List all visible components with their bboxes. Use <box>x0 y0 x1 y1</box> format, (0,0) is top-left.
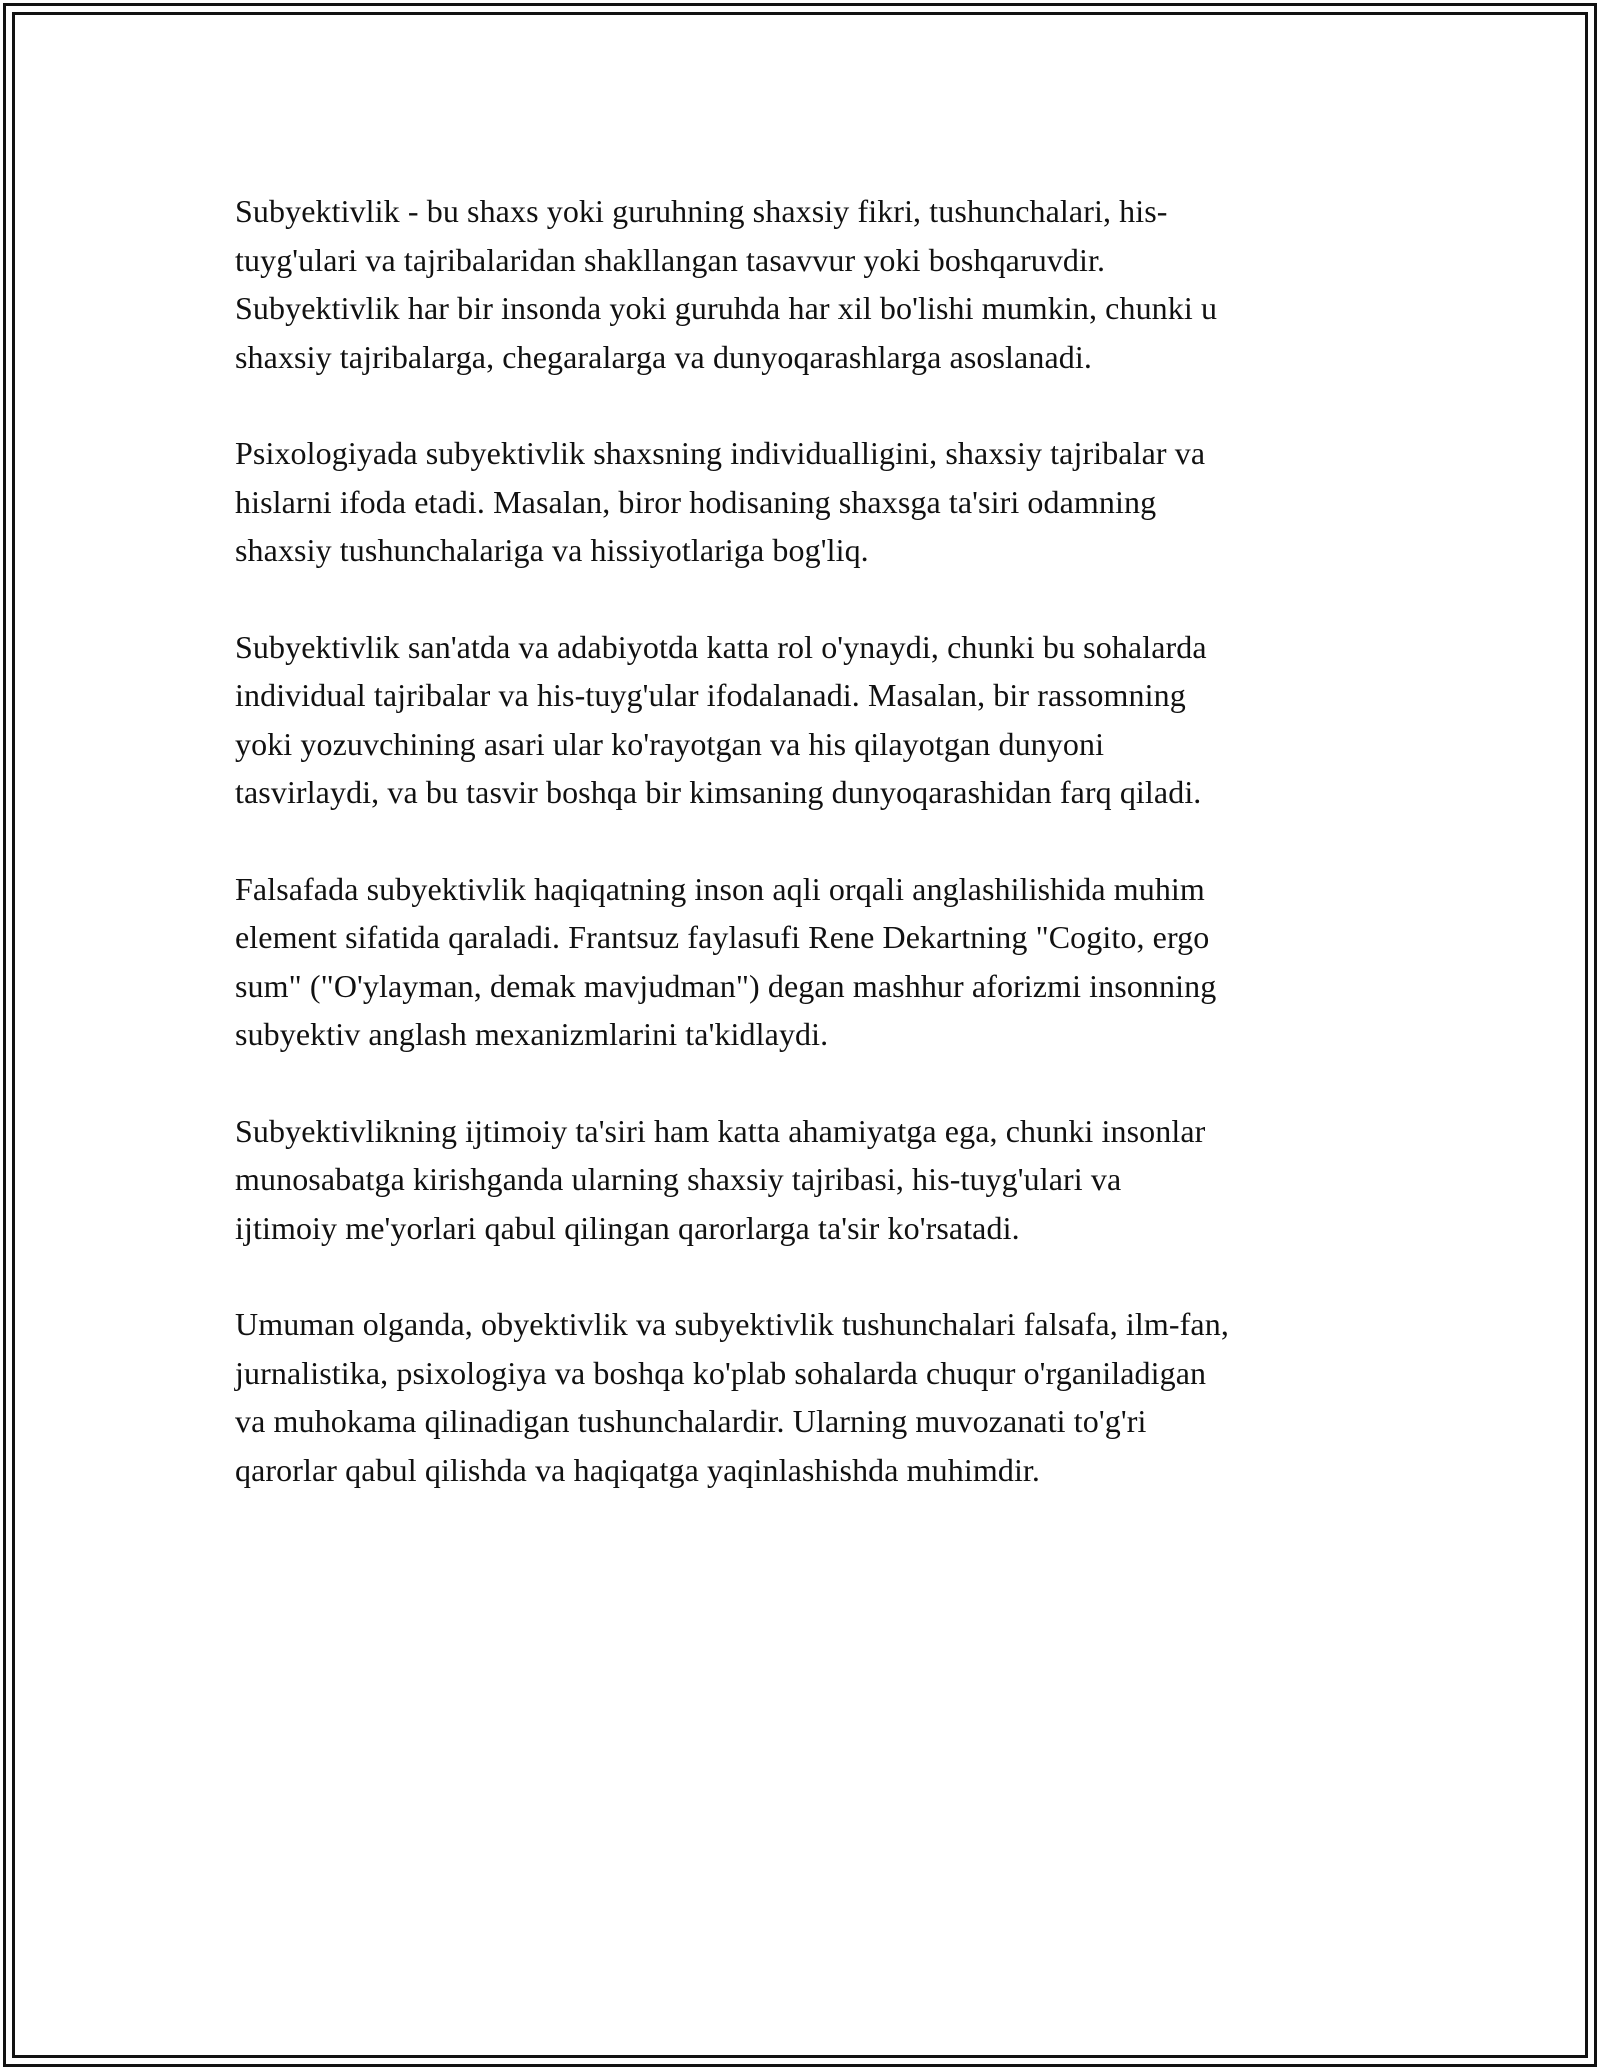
paragraph-5: Subyektivlikning ijtimoiy ta'siri ham katta ahamiyatga ega, chunki insonlar munosabatga kirishganda ularning shaxsiy tajribasi, his-tuyg'ulari va ijtimoiy me'yorlari qabul qilingan qarorlarga ta'sir ko'rsatadi. <box>235 1112 1206 1246</box>
paragraph-4: Falsafada subyektivlik haqiqatning inson aqli orqali anglashilishida muhim element sifatida qaraladi. Frantsuz faylasufi Rene Dekartning "Cogito, ergo sum" ("O'ylayman, demak mavjudman") degan mashhur aforizmi insonning subyektiv anglash mexanizmlarini ta'kidlaydi. <box>235 870 1217 1052</box>
document-body <box>235 187 1395 1542</box>
paragraph-6: Umuman olganda, obyektivlik va subyektivlik tushunchalari falsafa, ilm-fan, jurnalistika, psixologiya va boshqa ko'plab sohalarda chuqur o'rganiladigan va muhokama qilinadigan tushunchalardir. Ularning muvozanati to'g'ri qarorlar qabul qilishda va haqiqatga yaqinlashishda muhimdir. <box>235 1306 1229 1488</box>
paragraph-3: Subyektivlik san'atda va adabiyotda katta rol o'ynaydi, chunki bu sohalarda individual tajribalar va his-tuyg'ular ifodalanadi. Masalan, bir rassomning yoki yozuvchining asari ular ko'rayotgan va his qilayotgan dunyoni tasvirlaydi, va bu tasvir boshqa bir kimsaning dunyoqarashidan farq qiladi. <box>235 628 1207 810</box>
paragraph-2: Psixologiyada subyektivlik shaxsning individualligini, shaxsiy tajribalar va hislarni ifoda etadi. Masalan, biror hodisaning shaxsga ta'siri odamning shaxsiy tushunchalariga va hissiyotlariga bog'liq. <box>235 435 1206 568</box>
paragraph-1: Subyektivlik - bu shaxs yoki guruhning shaxsiy fikri, tushunchalari, his- tuyg'ulari va tajribalaridan shakllangan tasavvur yoki boshqaruvdir. Subyektivlik har bir insonda yoki guruhda har xil bo'lishi mumkin, chunki u shaxsiy tajribalarga, chegaralarga va dunyoqarashlarga asoslanadi. <box>235 193 1218 375</box>
